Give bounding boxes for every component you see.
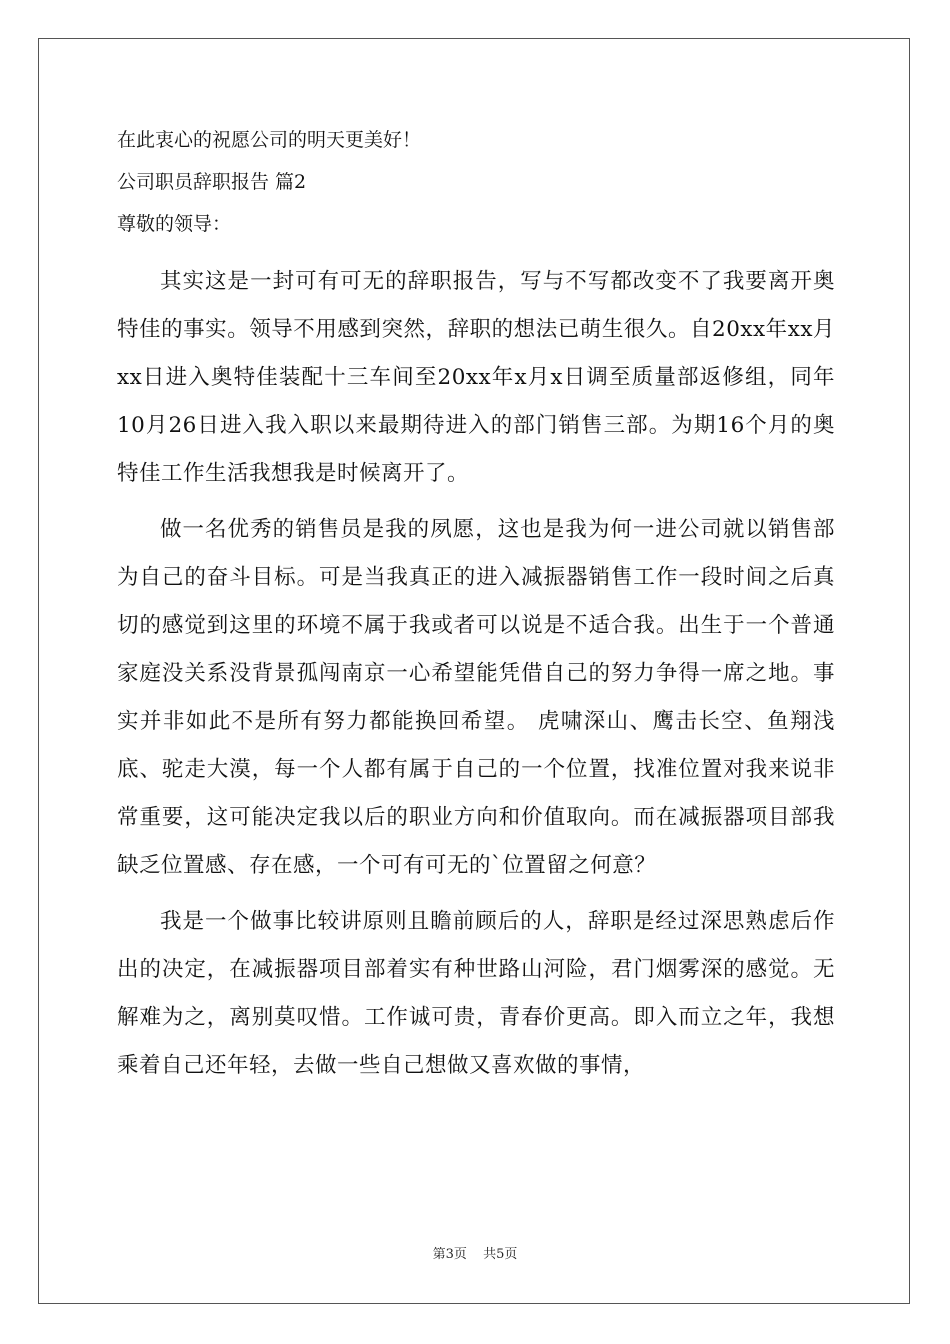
paragraph-1: 其实这是一封可有可无的辞职报告，写与不写都改变不了我要离开奥特佳的事实。领导不用感到突然，辞职的想法已萌生很久。自20xx年xx月xx日进入奥特佳装配十三车间至20xx年x月x日调至质量部返修组，同年10月26日进入我入职以来最期待进入的部门销售三部。为期16个月的奥特佳工作生活我想我是时候离开了。 bbox=[117, 269, 835, 486]
paragraph-2: 做一名优秀的销售员是我的夙愿，这也是我为何一进公司就以销售部为自己的奋斗目标。可是当我真正的进入减振器销售工作一段时间之后真切的感觉到这里的环境不属于我或者可以说是不适合我。出生于一个普通家庭没关系没背景孤闯南京一心希望能凭借自己的努力争得一席之地。事实并非如此不是所有努力都能换回希望。 虎啸深山、鹰击长空、鱼翔浅底、驼走大漠，每一个人都有属于自己的一个位置，找准位置对我来说非常重要，这可能决定我以后的职业方向和价值取向。而在减振器项目部我缺乏位置感、存在感，一个可有可无的`位置留之何意？ bbox=[117, 517, 835, 878]
paragraph-3: 我是一个做事比较讲原则且瞻前顾后的人，辞职是经过深思熟虑后作出的决定，在减振器项目部着实有种世路山河险，君门烟雾深的感觉。无解难为之，离别莫叹惜。工作诚可贵，青春价更高。即入而立之年，我想乘着自己还年轻，去做一些自己想做又喜欢做的事情， bbox=[117, 909, 835, 1078]
section-title: 公司职员辞职报告 篇2 bbox=[117, 171, 307, 193]
page-number-current: 第3页 bbox=[432, 1247, 467, 1262]
page-number-total: 共5页 bbox=[483, 1247, 518, 1262]
closing-line: 在此衷心的祝愿公司的明天更美好！ bbox=[117, 129, 422, 151]
greeting: 尊敬的领导： bbox=[117, 213, 232, 235]
document-body bbox=[117, 128, 835, 1098]
page-footer bbox=[0, 1247, 950, 1263]
